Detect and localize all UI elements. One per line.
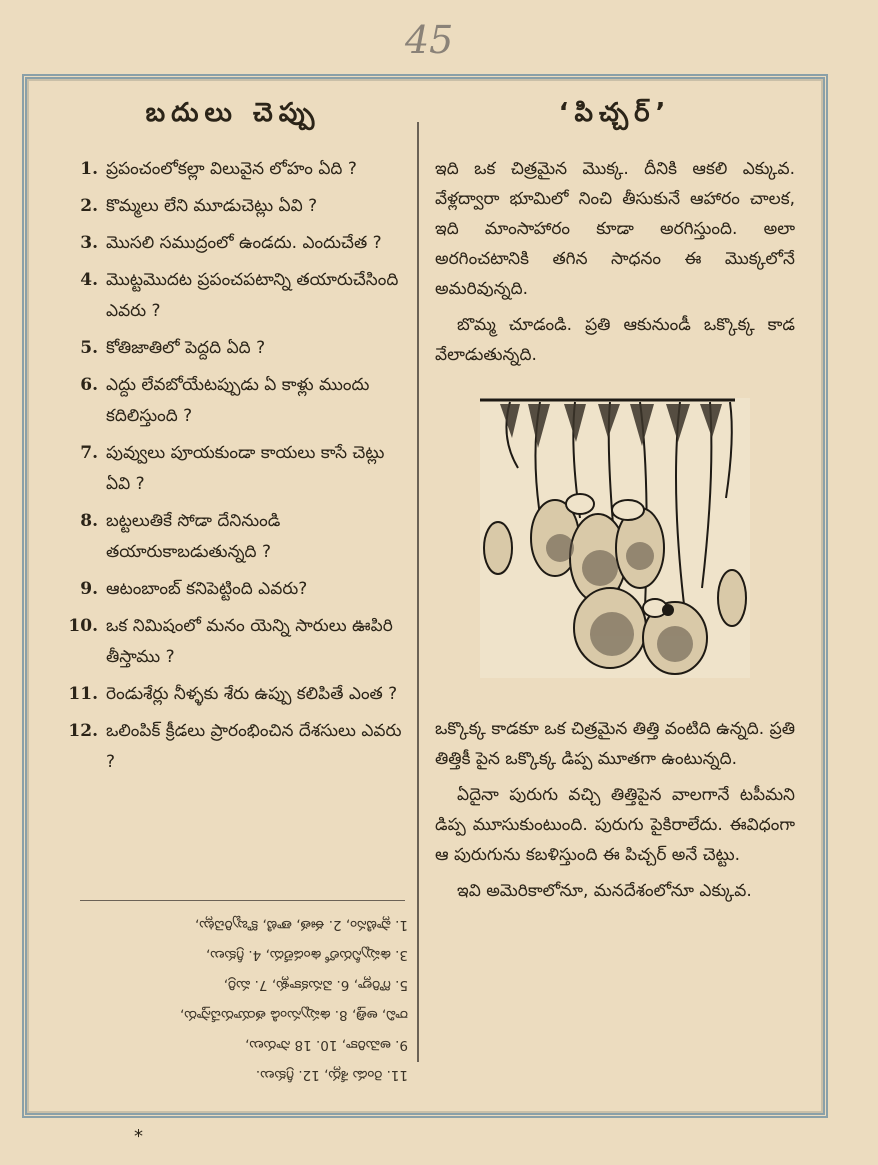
question-number: 5. (80, 338, 98, 358)
answers-rule (80, 900, 405, 901)
article-paragraph: ఒక్కొక్క కాడకూ ఒక చిత్రమైన తిత్తి వంటిది ఉన్నది. ప్రతి తిత్తికీ పైన ఒక్కొక్క డిప్ప మూతగా ఉంటున్నది. (435, 719, 795, 769)
column-divider (417, 122, 419, 1062)
answer-line: 9. అమెరికా, 10. 18 సారులు, (245, 1037, 408, 1053)
question-list (60, 154, 406, 778)
question-text: ప్రపంచంలోకల్లా విలువైన లోహం ఏది ? (106, 159, 357, 179)
answer-line: 3. ఉప్పునీరులో ఉండలేదు, 4. గ్రీకులు, (205, 947, 408, 963)
question-item (60, 679, 406, 710)
question-number: 10. (68, 616, 98, 636)
question-number: 11. (68, 684, 98, 704)
question-text: కోతిజాతిలో పెద్దది ఏది ? (106, 338, 266, 358)
question-number: 7. (80, 443, 98, 463)
question-text: రెండుశేర్లు నీళ్ళకు శేరు ఉప్పు కలిపితే ఎంత ? (106, 684, 398, 704)
question-text: బట్టలుతికే సోడా దేనినుండి తయారుకాబడుతున్నది ? (106, 511, 281, 562)
question-text: మొసలి సముద్రంలో ఉండదు. ఎందుచేత ? (106, 233, 382, 253)
question-item (60, 154, 406, 185)
question-number: 12. (68, 721, 98, 741)
question-number: 3. (80, 233, 98, 253)
question-text: ఎద్దు లేవబోయేటప్పుడు ఏ కాళ్లు ముందు కదిలిస్తుంది ? (106, 375, 370, 426)
question-text: ఒక నిమిషంలో మనం యెన్ని సారులు ఊపిరి తీస్తాము ? (106, 616, 393, 667)
question-number: 9. (80, 579, 98, 599)
question-item (60, 228, 406, 259)
article-paragraph: బొమ్మ చూడండి. ప్రతి ఆకునుండీ ఒక్కొక్క కాడ వేలాడుతున్నది. (435, 315, 795, 365)
question-number: 1. (80, 159, 98, 179)
question-item (60, 191, 406, 222)
pitcher-plant-drawing (480, 398, 750, 678)
answer-line: 11. రెండు శేర్లు, 12. గ్రీకులు. (255, 1067, 408, 1083)
answer-line: రావి, అత్తి, 8. ఉప్పునుండి తయారుచేస్తారు, (179, 1007, 408, 1023)
question-number: 8. (80, 511, 98, 531)
answers-upside-down (72, 910, 408, 1090)
question-number: 4. (80, 270, 98, 290)
question-item (60, 333, 406, 364)
question-text: ఒలింపిక్ క్రీడలు ప్రారంభించిన దేశసులు ఎవరు ? (106, 721, 402, 772)
question-text: కొమ్మలు లేని మూడుచెట్లు ఏవి ? (106, 196, 318, 216)
question-number: 2. (80, 196, 98, 216)
article-paragraph: ఇది ఒక చిత్రమైన మొక్క. దీనికి ఆకలి ఎక్కువ. వేళ్లద్వారా భూమిలో నించి తీసుకునే ఆహారం చాలక, ఇది మాంసాహారం కూడా అరగిస్తుంది. అలా అరగించటానికి తగిన సాధనం ఈ మొక్కలోనే అమరివున్నది. (435, 159, 795, 299)
question-item (60, 716, 406, 778)
answer-line: 1. ప్లాటినం, 2. ఈత, తాటి, కొబ్బరిచెట్లు, (194, 917, 408, 933)
question-item (60, 438, 406, 500)
page-number: 45 (405, 18, 454, 62)
article-paragraph: ఇవి అమెరికాలోనూ, మనదేశంలోనూ ఎక్కువ. (457, 881, 752, 901)
question-item (60, 611, 406, 673)
article-paragraph: ఏదైనా పురుగు వచ్చి తిత్తిపైన వాలగానే టపీమని డిప్ప మూసుకుంటుంది. పురుగు పైకిరాలేదు. ఈవిధంగా ఆ పురుగును కబళిస్తుంది ఈ పిచ్చర్ అనే చెట్టు. (435, 785, 795, 865)
quiz-heading: బదులు చెప్పు (145, 98, 321, 128)
question-text: పువ్వులు పూయకుండా కాయలు కాసే చెట్లు ఏవి ? (106, 443, 385, 494)
question-item (60, 265, 406, 327)
article-heading: ‘పిచ్చర్’ (558, 98, 672, 128)
question-text: ఆటంబాంబ్ కనిపెట్టింది ఎవరు? (106, 579, 308, 599)
question-item (60, 370, 406, 432)
answer-line: 5. గొరిల్లా, 6. వెనుకకాళ్లు, 7. మర్రి, (223, 977, 408, 993)
pitcher-plant-illustration (480, 398, 750, 678)
article-column (435, 92, 795, 912)
quiz-column (60, 92, 406, 784)
question-text: మొట్టమొదట ప్రపంచపటాన్ని తయారుచేసింది ఎవరు ? (106, 270, 399, 321)
question-item (60, 506, 406, 568)
footer-asterisk: * (134, 1126, 143, 1147)
question-number: 6. (80, 375, 98, 395)
question-item (60, 574, 406, 605)
